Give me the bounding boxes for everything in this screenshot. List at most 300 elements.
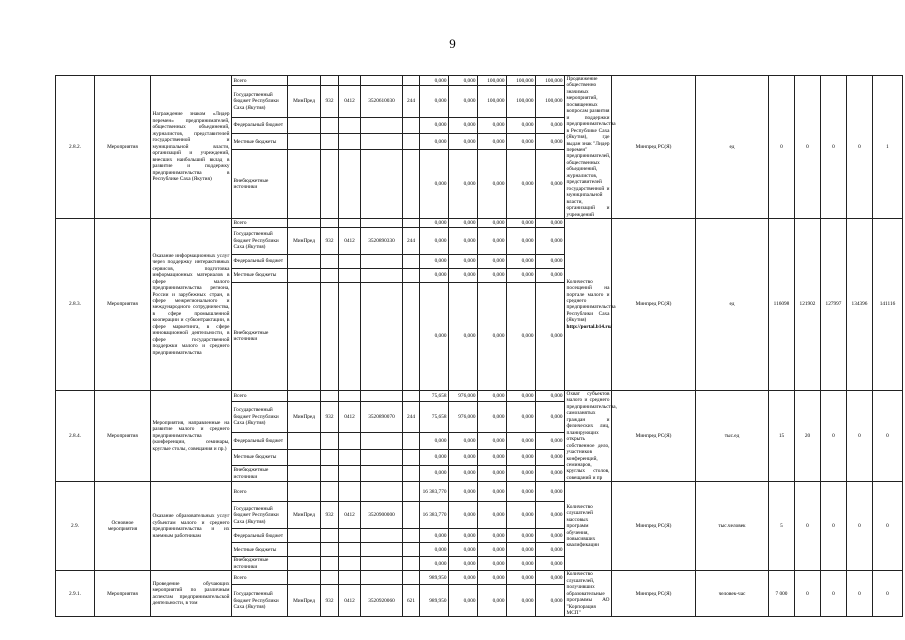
funding-value: 0,000 [420,76,449,86]
budget-rzpr-code-empty [339,529,361,543]
budget-csr-code-empty [361,543,403,557]
budget-vr-code-empty [403,449,420,465]
funding-value: 0,000 [536,585,565,617]
funding-value: 0,000 [478,482,507,502]
funding-source-label: Государственный бюджет Республики Саха (Якутия) [232,401,288,433]
budget-rzpr-code-empty [339,482,361,502]
budget-rzpr-code-empty [339,117,361,133]
budget-vr-code-empty [403,482,420,502]
activity-type: Мероприятия [95,76,151,219]
budget-vr-code: 621 [403,585,420,617]
ministry-code: МинПред [288,227,321,254]
funding-value: 0,000 [536,134,565,150]
funding-value: 0,000 [536,227,565,254]
funding-value: 0,000 [507,529,536,543]
target-value: 0 [847,390,873,481]
budget-grbs-code-empty [321,218,339,227]
funding-value: 0,000 [507,543,536,557]
funding-value: 0,000 [478,449,507,465]
budget-rzpr-code-empty [339,557,361,571]
budget-grbs-code-empty [321,117,339,133]
budget-rzpr-code-empty [339,571,361,585]
unit-of-measure: тыс.ед [696,390,769,481]
activity-name: Оказание образовательных услуг субъектам малого и среднего предпринимательства и их наемным работникам [151,482,232,571]
funding-value: 0,000 [449,502,478,529]
indicator-text: Количество слушателей массовых программ обучения, повысивших квалификации [566,503,599,549]
funding-value: 0,000 [507,134,536,150]
funding-value: 0,000 [536,449,565,465]
budget-rzpr-code-empty [339,268,361,282]
funding-value: 0,000 [507,390,536,401]
funding-value: 0,000 [478,502,507,529]
budget-csr-code-empty [361,218,403,227]
funding-value: 0,000 [420,557,449,571]
ministry-code-empty [288,150,321,219]
funding-value: 0,000 [507,465,536,481]
budget-vr-code-empty [403,282,420,390]
ministry-code-empty [288,134,321,150]
table-row [56,76,903,86]
ministry-code-empty [288,571,321,585]
funding-value: 0,000 [420,449,449,465]
budget-csr-code: 3520900000 [361,502,403,529]
target-value: 1 [873,76,903,219]
target-value: 0 [873,482,903,571]
funding-source-label: Федеральный бюджет [232,254,288,268]
funding-source-label: Местные бюджеты [232,268,288,282]
budget-csr-code-empty [361,529,403,543]
target-value: 134396 [847,218,873,390]
funding-value: 0,000 [478,282,507,390]
budget-grbs-code: 932 [321,86,339,117]
budget-csr-code-empty [361,76,403,86]
funding-value: 0,000 [507,433,536,449]
funding-value: 0,000 [536,218,565,227]
portal-link[interactable]: http://portal.b14.ru/ [566,323,613,330]
funding-value: 0,000 [536,465,565,481]
funding-value: 0,000 [536,529,565,543]
ministry-code-empty [288,433,321,449]
ministry-code-empty [288,482,321,502]
funding-value: 0,000 [478,557,507,571]
funding-source-label: Внебюджетные источники [232,150,288,219]
funding-value: 0,000 [478,218,507,227]
funding-value: 0,000 [449,134,478,150]
funding-value: 0,000 [478,433,507,449]
unit-of-measure: человек-час [696,571,769,617]
funding-value: 0,000 [478,134,507,150]
budget-rzpr-code-empty [339,76,361,86]
target-value: 0 [795,571,821,617]
indicator-text: Количество слушателей, получивших образовательные программы АО "Корпорация МСП" [566,571,610,617]
funding-value: 16 383,770 [420,502,449,529]
budget-grbs-code-empty [321,465,339,481]
ministry-code-empty [288,543,321,557]
target-value: 0 [821,390,847,481]
ministry-code-empty [288,557,321,571]
budget-grbs-code-empty [321,557,339,571]
target-value: 0 [821,76,847,219]
funding-value: 0,000 [478,585,507,617]
budget-grbs-code-empty [321,571,339,585]
activity-type: Основное мероприятия [95,482,151,571]
target-value: 116098 [769,218,795,390]
ministry-code-empty [288,529,321,543]
funding-value: 0,000 [536,282,565,390]
target-value: 0 [795,482,821,571]
funding-source-label: Местные бюджеты [232,134,288,150]
funding-value: 0,000 [420,465,449,481]
budget-grbs-code-empty [321,390,339,401]
budget-csr-code-empty [361,465,403,481]
funding-value: 0,000 [536,401,565,433]
funding-source-label: Государственный бюджет Республики Саха (Якутия) [232,502,288,529]
budget-rzpr-code-empty [339,433,361,449]
budget-vr-code: 244 [403,227,420,254]
budget-rzpr-code-empty [339,282,361,390]
target-value: 0 [795,76,821,219]
budget-grbs-code-empty [321,268,339,282]
budget-grbs-code-empty [321,433,339,449]
budget-vr-code-empty [403,150,420,219]
budget-grbs-code-empty [321,529,339,543]
budget-csr-code-empty [361,557,403,571]
funding-value: 0,000 [449,571,478,585]
funding-value: 0,000 [420,433,449,449]
funding-value: 0,000 [449,218,478,227]
target-value: 0 [821,482,847,571]
target-value: 15 [769,390,795,481]
funding-value: 0,000 [478,465,507,481]
funding-source-label: Всего [232,218,288,227]
funding-source-label: Федеральный бюджет [232,117,288,133]
funding-value: 0,000 [478,254,507,268]
funding-value: 0,000 [420,218,449,227]
table-row [56,571,903,585]
activity-code: 2.8.3. [56,218,95,390]
ministry-code: МинПред [288,502,321,529]
budget-vr-code-empty [403,76,420,86]
budget-rzpr-code-empty [339,134,361,150]
funding-value: 0,000 [478,401,507,433]
target-value: 127997 [821,218,847,390]
funding-value: 0,000 [449,282,478,390]
funding-value: 0,000 [478,268,507,282]
ministry-code-empty [288,282,321,390]
budget-vr-code-empty [403,433,420,449]
budget-grbs-code-empty [321,76,339,86]
activity-code: 2.8.4. [56,390,95,481]
funding-source-label: Государственный бюджет Республики Саха (Якутия) [232,227,288,254]
budget-vr-code-empty [403,254,420,268]
budget-csr-code-empty [361,134,403,150]
budget-grbs-code: 932 [321,585,339,617]
budget-csr-code-empty [361,150,403,219]
budget-csr-code: 3520890330 [361,227,403,254]
target-value: 0 [873,571,903,617]
budget-vr-code-empty [403,529,420,543]
funding-value: 0,000 [507,254,536,268]
funding-value: 0,000 [536,482,565,502]
budget-grbs-code-empty [321,449,339,465]
funding-value: 0,000 [420,134,449,150]
budget-rzpr-code: 0412 [339,585,361,617]
funding-source-label: Всего [232,76,288,86]
ministry-code-empty [288,76,321,86]
indicator-description [565,76,616,219]
budget-vr-code-empty [403,268,420,282]
funding-source-label: Местные бюджеты [232,449,288,465]
budget-vr-code-empty [403,465,420,481]
budget-vr-code: 244 [403,401,420,433]
budget-csr-code-empty [361,433,403,449]
target-value: 0 [847,76,873,219]
executor: Минпред РС(Я) [612,571,696,617]
ministry-code-empty [288,465,321,481]
funding-value: 0,000 [449,76,478,86]
funding-value: 0,000 [449,543,478,557]
target-value: 0 [873,390,903,481]
ministry-code-empty [288,117,321,133]
budget-vr-code: 244 [403,86,420,117]
budget-rzpr-code-empty [339,390,361,401]
ministry-code: МинПред [288,585,321,617]
activity-name: Награждение знаком «Лидер перемен» предпринимателей, общественных объединений, журналистов, представителей государственной и муниципальной власти, организаций и учреждений, внесших наибольший вклад в развитие и поддержку предпринимательства в Республике Саха (Якутия) [151,76,232,219]
funding-value: 0,000 [536,502,565,529]
budget-vr-code-empty [403,218,420,227]
funding-value: 0,000 [449,557,478,571]
funding-value: 0,000 [420,86,449,117]
funding-value: 0,000 [507,401,536,433]
indicator-description [565,390,617,481]
activity-type: Мероприятия [95,218,151,390]
budget-csr-code-empty [361,390,403,401]
budget-rzpr-code: 0412 [339,502,361,529]
executor: Минпред РС(Я) [612,482,696,571]
funding-value: 0,000 [420,268,449,282]
indicator-description [565,482,612,571]
budget-grbs-code: 932 [321,502,339,529]
funding-value: 0,000 [420,227,449,254]
funding-value: 0,000 [507,117,536,133]
funding-source-label: Внебюджетные источники [232,282,288,390]
funding-value: 0,000 [478,390,507,401]
budget-grbs-code-empty [321,134,339,150]
funding-source-label: Федеральный бюджет [232,529,288,543]
table-row [56,218,903,227]
funding-value: 0,000 [420,529,449,543]
activity-name: Мероприятия, направленные на развитие малого и среднего предпринимательства (конференции, семинары, круглые столы, совещания и пр.) [151,390,232,481]
funding-value: 0,000 [507,282,536,390]
ministry-code-empty [288,390,321,401]
funding-value: 0,000 [507,449,536,465]
funding-value: 0,000 [449,585,478,617]
budget-vr-code-empty [403,557,420,571]
unit-of-measure: тыс.человек [696,482,769,571]
budget-rzpr-code-empty [339,465,361,481]
funding-value: 0,000 [449,150,478,219]
funding-value: 0,000 [420,150,449,219]
funding-value: 0,000 [478,227,507,254]
budget-vr-code-empty [403,543,420,557]
budget-vr-code-empty [403,117,420,133]
indicator-text: Продвижение общественно значимых мероприятий, посвященных вопросам развития и поддержки предпринимательства в Республике Саха (Якутия), где выдан знак "Лидер перемен" предпринимателей, общественных объединений, журналистов, представителей государственной и муниципальной власти, организаций и учреждений [566,76,616,218]
funding-value: 0,000 [507,571,536,585]
funding-value: 0,000 [536,390,565,401]
budget-vr-code-empty [403,134,420,150]
table-row [56,390,903,401]
funding-value: 16 383,770 [420,482,449,502]
funding-value: 0,000 [478,543,507,557]
funding-value: 0,000 [478,571,507,585]
funding-value: 976,000 [449,401,478,433]
activity-name: Оказание информационных услуг через поддержку интерактивных сервисов, подготовка информационных материалов в сфере малого предпринимательства региона, России и зарубежных стран, в сфере межрегионального и международного сотрудничества, в сфере промышленной кооперации и субконтрактации, в сфере маркетинга, в сфере инновационной деятельности, в сфере государственной поддержки малого и среднего предпринимательства [151,218,232,390]
funding-source-label: Всего [232,390,288,401]
funding-value: 0,000 [449,86,478,117]
funding-value: 75,658 [420,390,449,401]
funding-value: 0,000 [507,218,536,227]
activity-code: 2.8.2. [56,76,95,219]
target-value: 141116 [873,218,903,390]
budget-csr-code-empty [361,282,403,390]
funding-value: 0,000 [449,529,478,543]
budget-vr-code [403,502,420,529]
unit-of-measure: ед [696,218,769,390]
budget-vr-code-empty [403,571,420,585]
funding-value: 0,000 [449,268,478,282]
indicator-text: Охват субъектов малого и среднего предпринимательства, самозанятых граждан и физических лиц, планирующих открыть собственное дело, участников конференций, семинаров, круглых столов, совещаний и пр [566,390,617,481]
funding-value: 0,000 [449,227,478,254]
funding-value: 0,000 [536,150,565,219]
funding-value: 0,000 [536,543,565,557]
funding-value: 75,658 [420,401,449,433]
budget-csr-code: 3520610030 [361,86,403,117]
budget-grbs-code: 932 [321,401,339,433]
funding-source-label: Государственный бюджет Республики Саха (Якутия) [232,86,288,117]
target-value: 20 [795,390,821,481]
funding-value: 0,000 [536,433,565,449]
program-activities-table [55,75,903,617]
ministry-code-empty [288,218,321,227]
funding-source-label: Местные бюджеты [232,543,288,557]
funding-source-label: Внебюджетные источники [232,557,288,571]
activity-code: 2.9. [56,482,95,571]
budget-grbs-code-empty [321,150,339,219]
budget-grbs-code: 932 [321,227,339,254]
funding-value: 0,000 [420,117,449,133]
funding-value: 100,000 [507,86,536,117]
funding-value: 989,950 [420,585,449,617]
executor: Минпред РС(Я) [612,218,696,390]
budget-grbs-code-empty [321,543,339,557]
budget-grbs-code-empty [321,482,339,502]
funding-value: 0,000 [507,585,536,617]
budget-csr-code: 3520890070 [361,401,403,433]
funding-value: 0,000 [536,571,565,585]
indicator-description [565,571,612,617]
funding-value: 100,000 [507,76,536,86]
funding-value: 0,000 [507,268,536,282]
budget-grbs-code-empty [321,282,339,390]
target-value: 0 [769,76,795,219]
funding-value: 0,000 [478,529,507,543]
funding-value: 0,000 [420,254,449,268]
budget-csr-code-empty [361,117,403,133]
funding-value: 0,000 [478,150,507,219]
funding-value: 0,000 [478,117,507,133]
funding-value: 0,000 [536,268,565,282]
funding-value: 0,000 [507,557,536,571]
funding-value: 100,000 [536,76,565,86]
ministry-code: МинПред [288,86,321,117]
funding-value: 0,000 [449,482,478,502]
ministry-code: МинПред [288,401,321,433]
indicator-text: Количество посещений на портале малого и среднего предпринимательства Республики Саха (Якутия) [566,278,616,324]
budget-csr-code: 3520920060 [361,585,403,617]
activity-type: Мероприятия [95,390,151,481]
funding-value: 100,000 [478,76,507,86]
target-value: 0 [847,571,873,617]
funding-value: 0,000 [507,227,536,254]
target-value: 121902 [795,218,821,390]
funding-value: 976,000 [449,390,478,401]
budget-csr-code-empty [361,268,403,282]
ministry-code-empty [288,268,321,282]
budget-rzpr-code: 0412 [339,86,361,117]
funding-source-label: Государственный бюджет Республики Саха (Якутия) [232,585,288,617]
funding-value: 989,950 [420,571,449,585]
funding-value: 0,000 [536,117,565,133]
budget-rzpr-code-empty [339,254,361,268]
ministry-code-empty [288,449,321,465]
funding-source-label: Внебюджетные источники [232,465,288,481]
page-number: 9 [449,36,456,51]
budget-csr-code-empty [361,482,403,502]
target-value: 0 [847,482,873,571]
funding-value: 0,000 [420,282,449,390]
unit-of-measure: ед [696,76,769,219]
funding-source-label: Федеральный бюджет [232,433,288,449]
funding-source-label: Всего [232,571,288,585]
funding-value: 0,000 [449,254,478,268]
budget-grbs-code-empty [321,254,339,268]
budget-csr-code-empty [361,254,403,268]
budget-rzpr-code-empty [339,449,361,465]
funding-value: 0,000 [449,433,478,449]
funding-value: 0,000 [507,502,536,529]
budget-rzpr-code-empty [339,543,361,557]
budget-csr-code-empty [361,449,403,465]
ministry-code-empty [288,254,321,268]
table-row [56,482,903,502]
indicator-description [565,218,616,390]
budget-rzpr-code: 0412 [339,401,361,433]
budget-rzpr-code-empty [339,150,361,219]
target-value: 0 [821,571,847,617]
funding-source-label: Всего [232,482,288,502]
funding-value: 0,000 [449,465,478,481]
funding-value: 100,000 [536,86,565,117]
funding-value: 100,000 [478,86,507,117]
funding-value: 0,000 [536,557,565,571]
funding-value: 0,000 [420,543,449,557]
funding-value: 0,000 [507,482,536,502]
funding-value: 0,000 [536,254,565,268]
budget-csr-code-empty [361,571,403,585]
funding-value: 0,000 [449,117,478,133]
executor: Минпред РС(Я) [612,76,696,219]
budget-rzpr-code-empty [339,218,361,227]
